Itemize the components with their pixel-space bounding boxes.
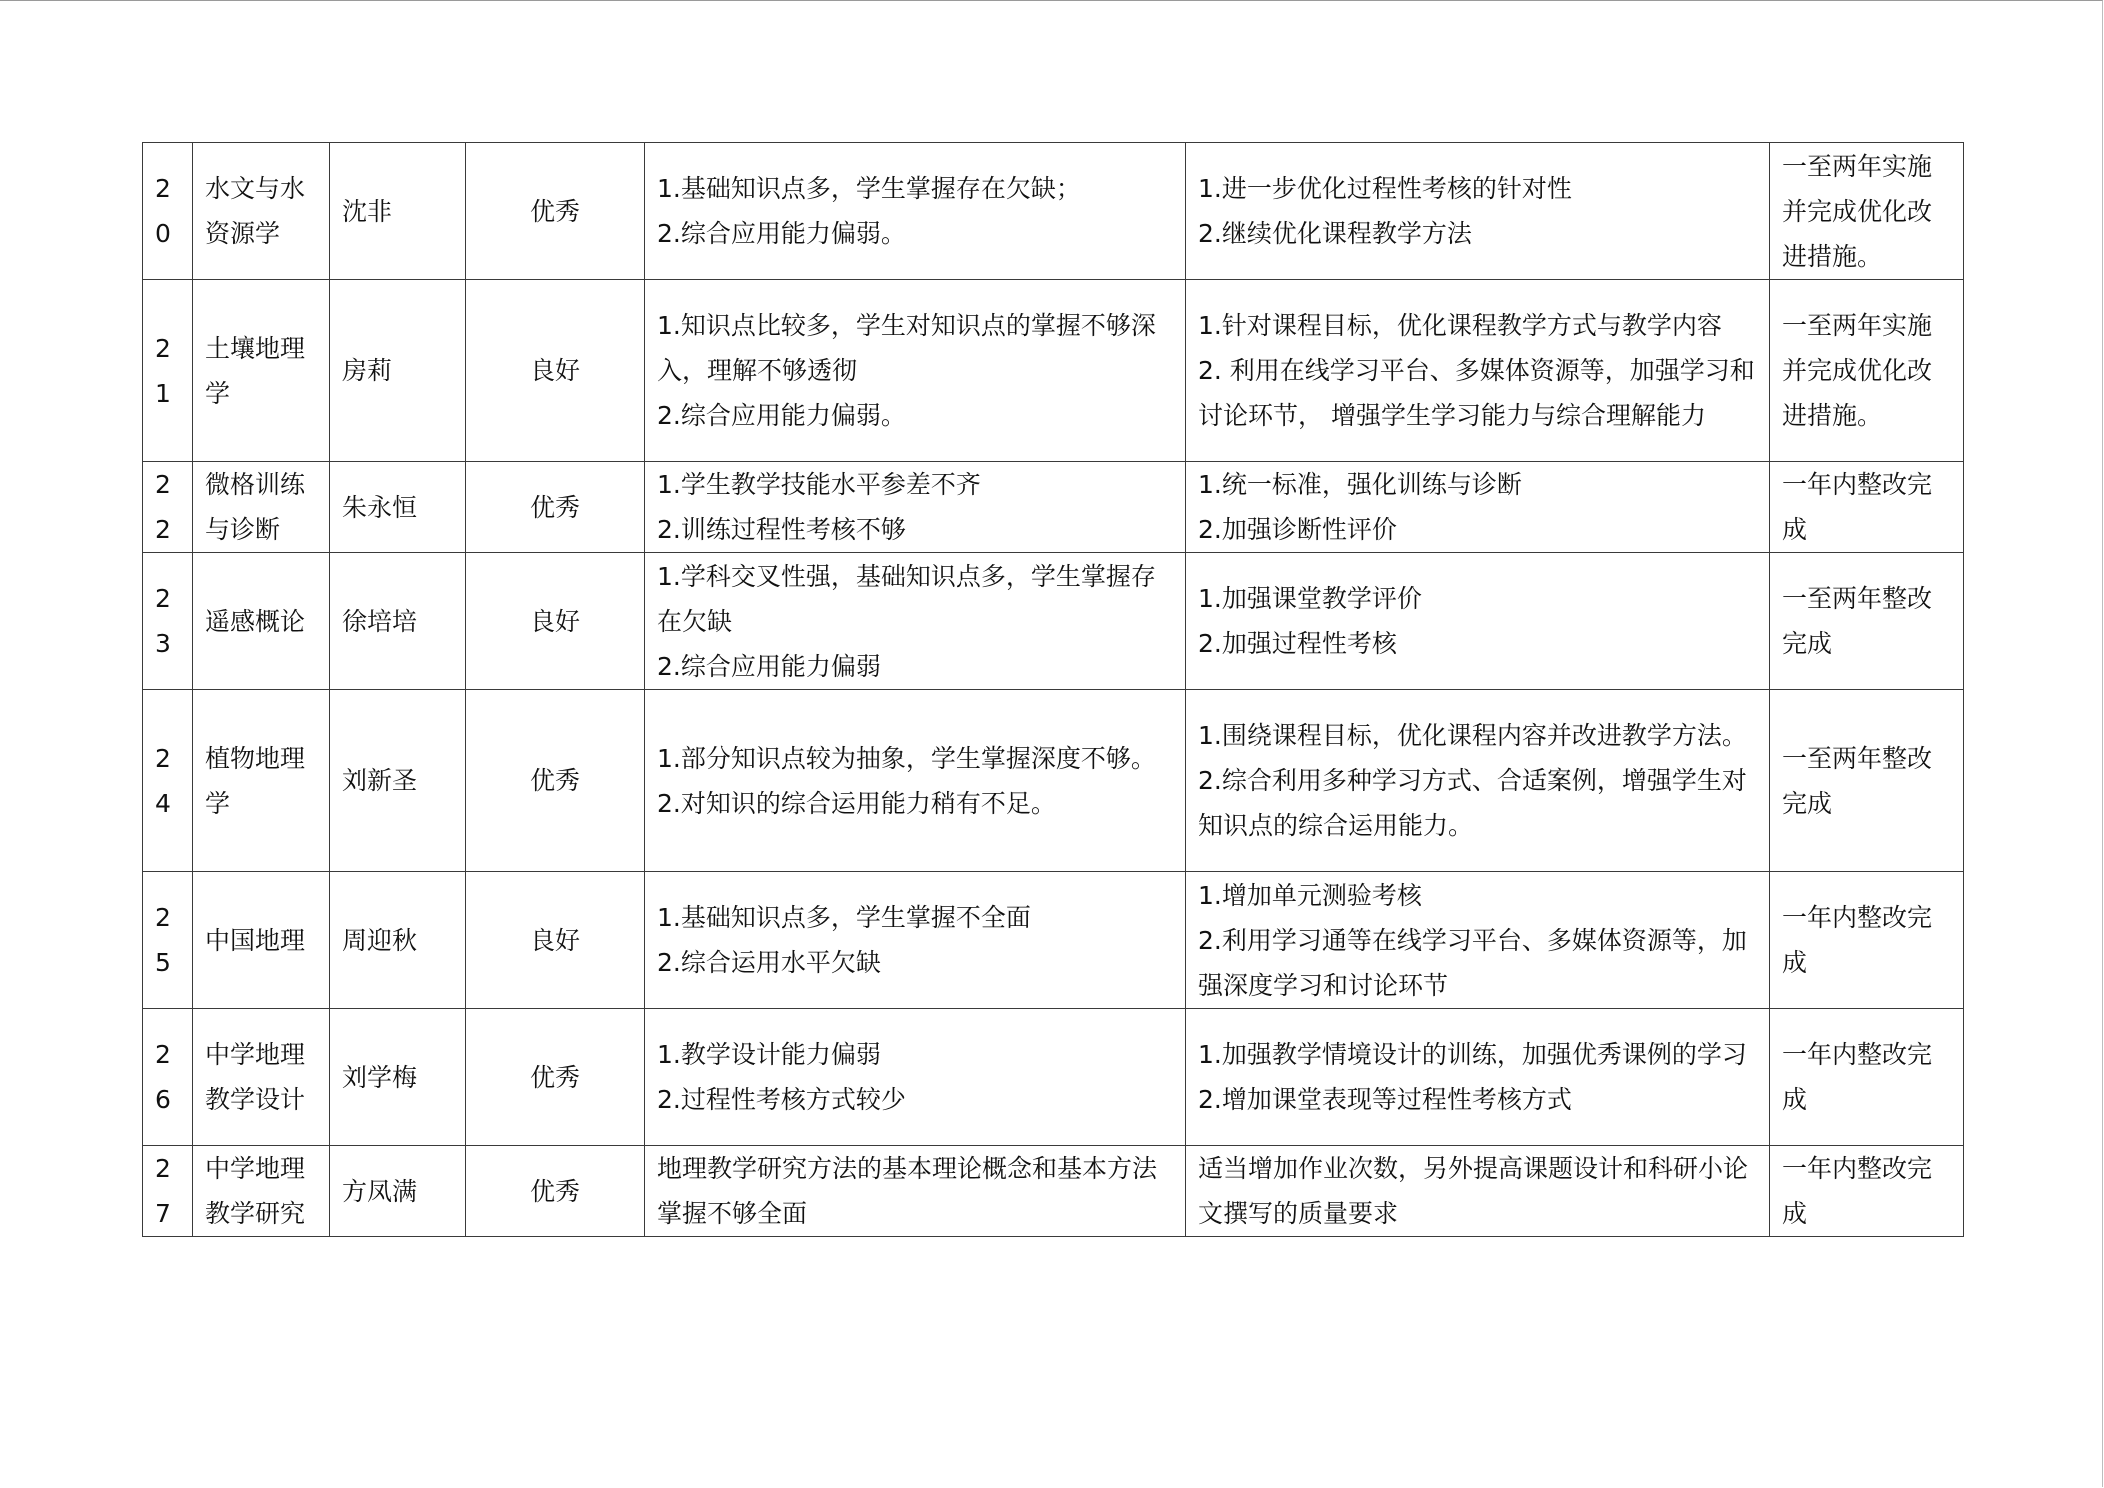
measures-cell	[1186, 280, 1770, 462]
problem-item: 1.教学设计能力偏弱	[657, 1040, 881, 1069]
teacher-name: 徐培培	[330, 553, 466, 690]
rectification-timeline: 一至两年整改完成	[1770, 690, 1964, 872]
problem-item: 地理教学研究方法的基本理论概念和基本方法掌握不够全面	[657, 1154, 1158, 1228]
measure-item: 2.加强诊断性评价	[1198, 515, 1397, 544]
measure-item: 2.加强过程性考核	[1198, 629, 1397, 658]
problems-cell	[645, 143, 1186, 280]
row-number-cell	[143, 280, 193, 462]
problem-item: 2.综合运用水平欠缺	[657, 948, 881, 977]
course-name: 土壤地理学	[193, 280, 330, 462]
rectification-timeline: 一年内整改完成	[1770, 462, 1964, 553]
row-number: 25	[155, 903, 171, 977]
teacher-name: 周迎秋	[330, 872, 466, 1009]
table-row	[143, 143, 1964, 280]
table-row	[143, 872, 1964, 1009]
teacher-name: 刘新圣	[330, 690, 466, 872]
problems-cell	[645, 690, 1186, 872]
problems-cell	[645, 1146, 1186, 1237]
course-name: 植物地理学	[193, 690, 330, 872]
row-number: 24	[155, 743, 171, 818]
table-row	[143, 1146, 1964, 1237]
teacher-name: 方凤满	[330, 1146, 466, 1237]
problem-item: 2.综合应用能力偏弱	[657, 651, 881, 681]
measure-item: 2.利用学习通等在线学习平台、多媒体资源等，加强深度学习和讨论环节	[1198, 925, 1747, 1000]
course-name: 微格训练与诊断	[193, 462, 330, 553]
table-row	[143, 280, 1964, 462]
measure-item: 1.针对课程目标，优化课程教学方式与教学内容	[1198, 311, 1722, 340]
measure-item: 2.增加课堂表现等过程性考核方式	[1198, 1085, 1572, 1114]
measure-item: 适当增加作业次数，另外提高课题设计和科研小论文撰写的质量要求	[1198, 1154, 1749, 1228]
table-body	[143, 143, 1964, 1237]
measure-item: 1.增加单元测验考核	[1198, 880, 1422, 910]
table-row	[143, 690, 1964, 872]
row-number-cell	[143, 1146, 193, 1237]
problems-cell	[645, 553, 1186, 690]
row-number-cell	[143, 872, 193, 1009]
rectification-timeline: 一至两年实施并完成优化改进措施。	[1770, 143, 1964, 280]
rectification-timeline: 一年内整改完成	[1770, 1009, 1964, 1146]
course-name: 中学地理教学设计	[193, 1009, 330, 1146]
course-name: 中学地理教学研究	[193, 1146, 330, 1237]
problem-item: 1.学科交叉性强，基础知识点多，学生掌握存在欠缺	[657, 561, 1156, 636]
course-name: 遥感概论	[193, 553, 330, 690]
evaluation-rating: 优秀	[466, 1146, 645, 1237]
row-number: 20	[155, 174, 171, 248]
row-number: 26	[155, 1040, 171, 1114]
problem-item: 2.综合应用能力偏弱。	[657, 401, 906, 430]
rectification-timeline: 一至两年整改完成	[1770, 553, 1964, 690]
course-name: 中国地理	[193, 872, 330, 1009]
rectification-timeline: 一至两年实施并完成优化改进措施。	[1770, 280, 1964, 462]
table-row	[143, 553, 1964, 690]
teacher-name: 朱永恒	[330, 462, 466, 553]
measures-cell	[1186, 690, 1770, 872]
row-number: 21	[155, 333, 171, 408]
problems-cell	[645, 872, 1186, 1009]
row-number-cell	[143, 690, 193, 872]
measure-item: 2.继续优化课程教学方法	[1198, 219, 1472, 248]
problem-item: 2.综合应用能力偏弱。	[657, 219, 906, 248]
measure-item: 2.综合利用多种学习方式、合适案例，增强学生对知识点的综合运用能力。	[1198, 766, 1747, 840]
evaluation-rating: 优秀	[466, 143, 645, 280]
row-number-cell	[143, 1009, 193, 1146]
problem-item: 2.训练过程性考核不够	[657, 515, 906, 544]
measures-cell	[1186, 872, 1770, 1009]
row-number: 22	[155, 470, 171, 544]
problem-item: 2.对知识的综合运用能力稍有不足。	[657, 788, 1056, 818]
problems-cell	[645, 462, 1186, 553]
measures-cell	[1186, 462, 1770, 553]
measures-cell	[1186, 1009, 1770, 1146]
teacher-name: 房莉	[330, 280, 466, 462]
measure-item: 1.统一标准，强化训练与诊断	[1198, 470, 1522, 499]
measure-item: 1.加强课堂教学评价	[1198, 584, 1422, 613]
rectification-timeline: 一年内整改完成	[1770, 1146, 1964, 1237]
problem-item: 2.过程性考核方式较少	[657, 1085, 906, 1114]
evaluation-rating: 优秀	[466, 462, 645, 553]
problem-item: 1.基础知识点多，学生掌握存在欠缺；	[657, 174, 1081, 203]
row-number: 27	[155, 1154, 171, 1228]
measures-cell	[1186, 1146, 1770, 1237]
problem-item: 1.知识点比较多，学生对知识点的掌握不够深入，理解不够透彻	[657, 311, 1156, 385]
measures-cell	[1186, 143, 1770, 280]
evaluation-rating: 优秀	[466, 690, 645, 872]
problem-item: 1.部分知识点较为抽象，学生掌握深度不够。	[657, 743, 1156, 773]
course-evaluation-table	[142, 142, 1964, 1237]
measures-cell	[1186, 553, 1770, 690]
problem-item: 1.学生教学技能水平参差不齐	[657, 470, 981, 499]
evaluation-rating: 优秀	[466, 1009, 645, 1146]
measure-item: 2. 利用在线学习平台、多媒体资源等，加强学习和讨论环节， 增强学生学习能力与综合理解能力	[1198, 356, 1755, 430]
problem-item: 1.基础知识点多，学生掌握不全面	[657, 903, 1031, 932]
measure-item: 1.围绕课程目标，优化课程内容并改进教学方法。	[1198, 721, 1747, 750]
evaluation-rating: 良好	[466, 280, 645, 462]
teacher-name: 沈非	[330, 143, 466, 280]
measure-item: 1.加强教学情境设计的训练，加强优秀课例的学习	[1198, 1040, 1747, 1069]
table-row	[143, 462, 1964, 553]
row-number: 23	[155, 584, 171, 658]
row-number-cell	[143, 462, 193, 553]
teacher-name: 刘学梅	[330, 1009, 466, 1146]
course-name: 水文与水资源学	[193, 143, 330, 280]
evaluation-rating: 良好	[466, 553, 645, 690]
problems-cell	[645, 1009, 1186, 1146]
evaluation-rating: 良好	[466, 872, 645, 1009]
rectification-timeline: 一年内整改完成	[1770, 872, 1964, 1009]
row-number-cell	[143, 553, 193, 690]
table-row	[143, 1009, 1964, 1146]
row-number-cell	[143, 143, 193, 280]
measure-item: 1.进一步优化过程性考核的针对性	[1198, 174, 1572, 203]
problems-cell	[645, 280, 1186, 462]
